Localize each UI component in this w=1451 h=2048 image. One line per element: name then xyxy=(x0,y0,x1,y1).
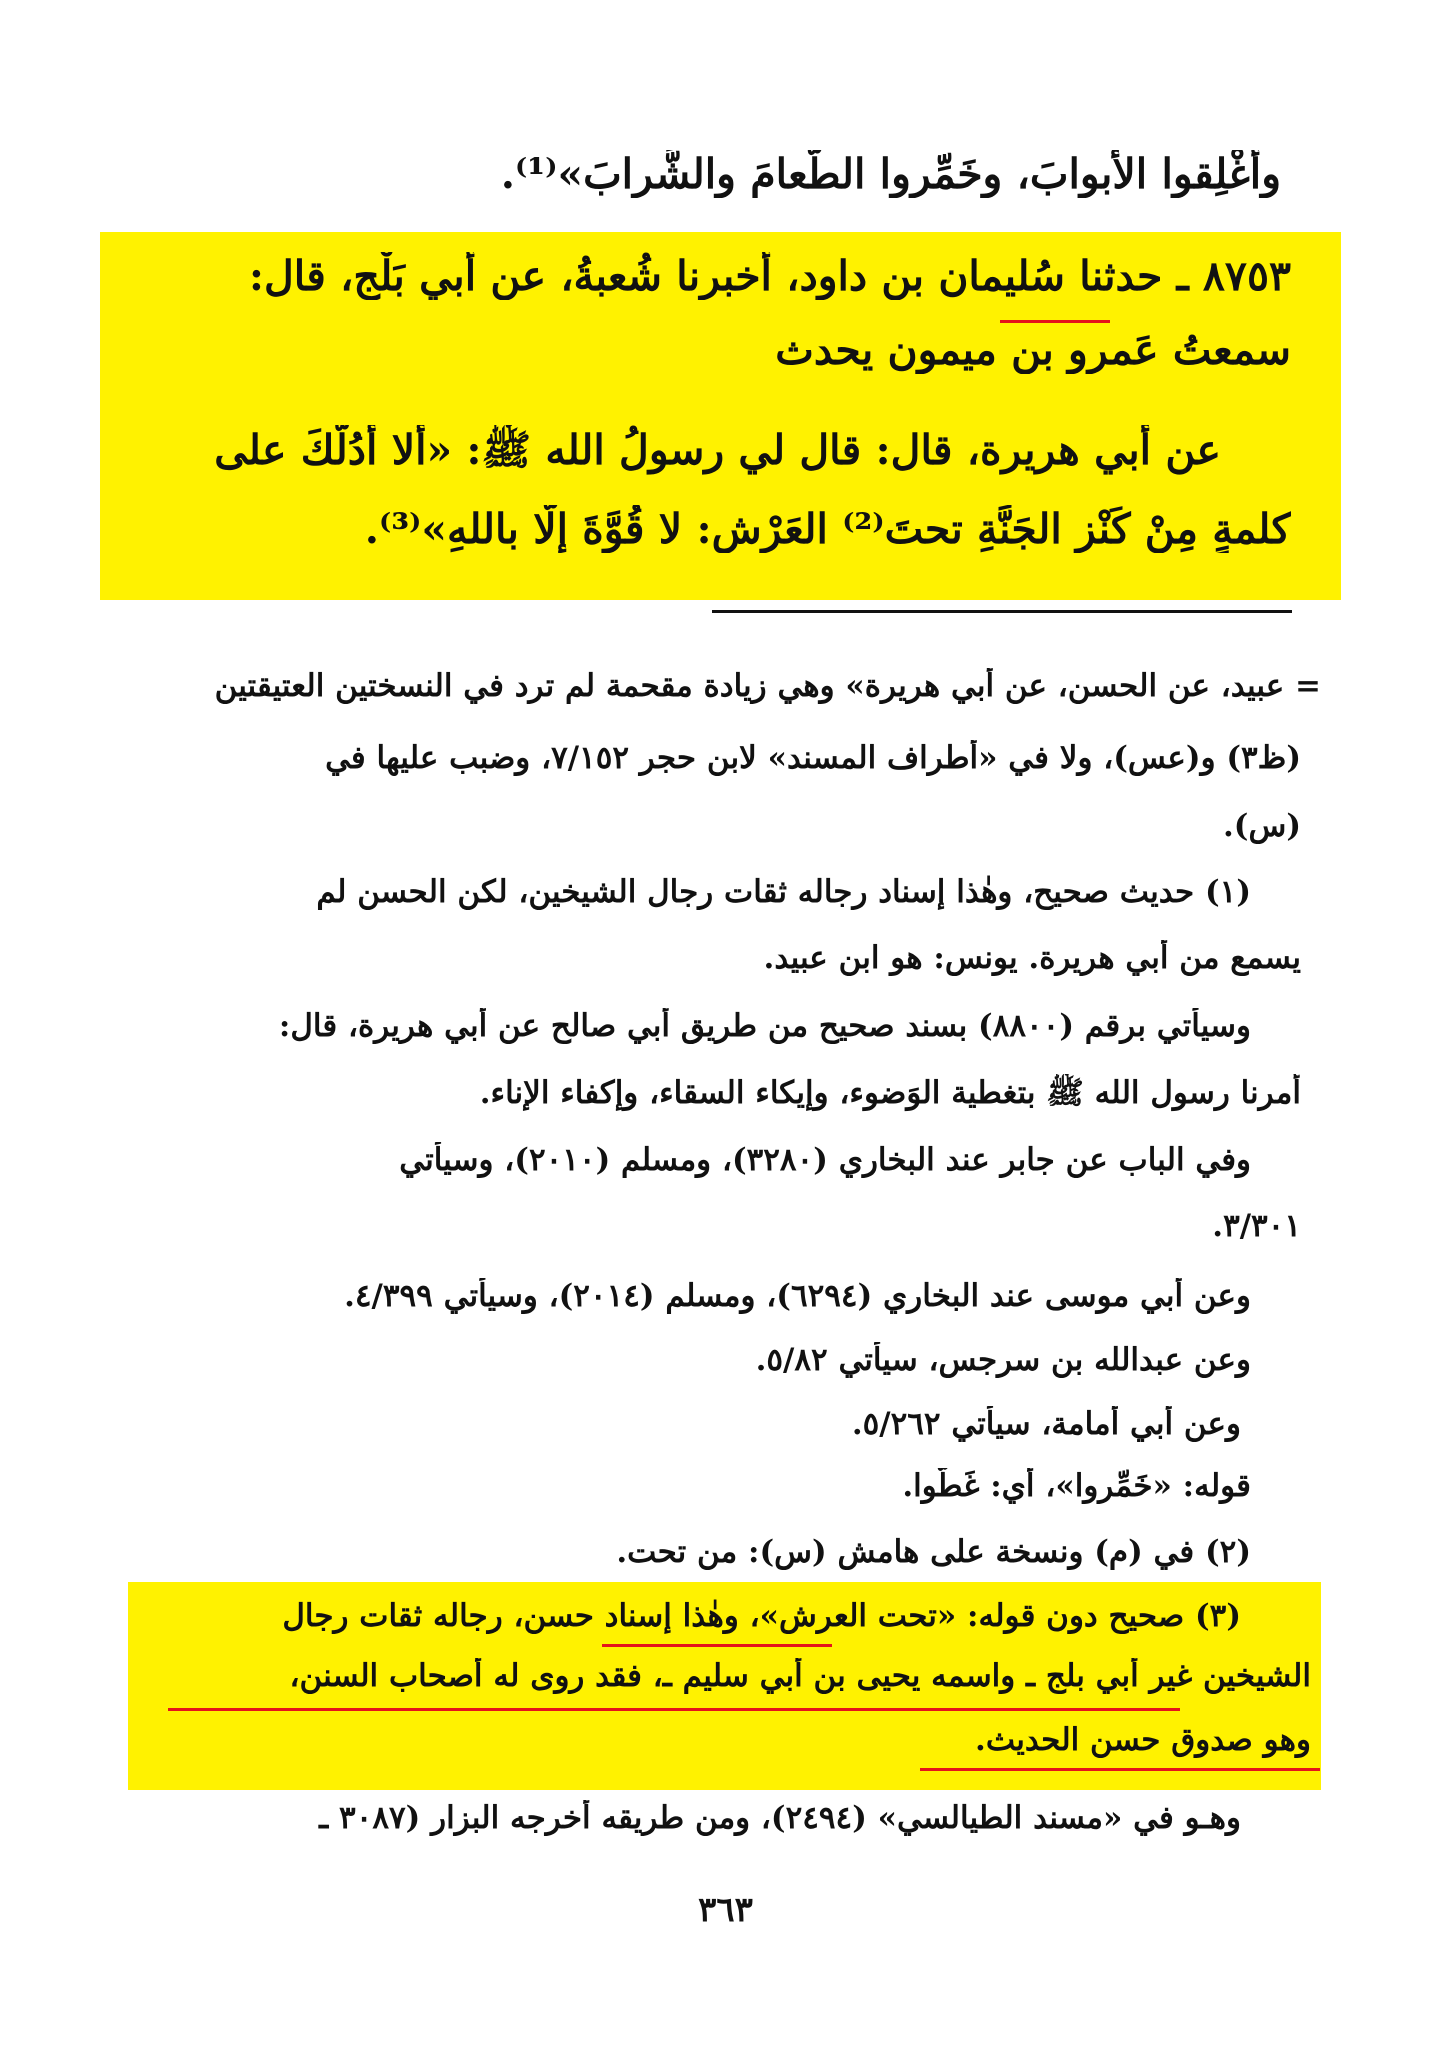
note-continuation-line-3: (س). xyxy=(1223,808,1301,844)
hadith-line-1: ٨٧٥٣ ـ حدثنا سُليمان بن داود، أخبرنا شُعبةُ، عن أبي بَلْجٍ، قال: xyxy=(248,252,1291,300)
note-1-line-7: وعن أبي موسى عند البخاري (٦٢٩٤)، ومسلم (٢٠١٤)، وسيأتي ٤/٣٩٩. xyxy=(344,1278,1251,1314)
note-1-line-9: وعن أبي أمامة، سيأتي ٥/٢٦٢. xyxy=(851,1406,1241,1442)
underline-saduq xyxy=(920,1768,1320,1771)
page-number: ٣٦٣ xyxy=(698,1890,753,1930)
hadith-line-4: كلمةٍ مِنْ كَنْزِ الجَنَّةِ تحتَ⁽²⁾ العَرْشِ: لا قُوَّةَ إلَّا باللهِ»⁽³⁾. xyxy=(364,505,1291,553)
note-3-line-2: الشيخين غير أبي بلج ـ واسمه يحيى بن أبي سليم ـ، فقد روى له أصحاب السنن، xyxy=(289,1658,1311,1694)
note-continuation-line-2: (ظ٣) و(عس)، ولا في «أطراف المسند» لابن حجر ٧/١٥٢، وضبب عليها في xyxy=(325,740,1301,776)
note-continuation-line-1: = عبيد، عن الحسن، عن أبي هريرة» وهي زيادة مقحمة لم ترد في النسختين العتيقتين xyxy=(214,668,1321,704)
note-1-line-8: وعن عبدالله بن سرجس، سيأتي ٥/٨٢. xyxy=(755,1342,1251,1378)
hadith-line-2: سمعتُ عَمرو بن ميمون يحدث xyxy=(775,326,1291,374)
note-1-line-2: يسمع من أبي هريرة. يونس: هو ابن عبيد. xyxy=(763,940,1301,976)
note-1-line-4: أمرنا رسول الله ﷺ بتغطية الوَضوء، وإيكاء السقاء، وإكفاء الإناء. xyxy=(479,1075,1301,1111)
note-1-line-5: وفي الباب عن جابر عند البخاري (٣٢٨٠)، ومسلم (٢٠١٠)، وسيأتي xyxy=(399,1142,1251,1178)
note-3-line-3: وهو صدوق حسن الحديث. xyxy=(975,1722,1311,1758)
note-3-line-4: وهـو في «مسند الطيالسي» (٢٤٩٤)، ومن طريقه أخرجه البزار (٣٠٨٧ ـ xyxy=(319,1800,1241,1836)
hadith-line-3: عن أبي هريرة، قال: قال لي رسولُ الله ﷺ: «ألا أَدُلُّكَ على xyxy=(214,426,1221,474)
footnote-separator xyxy=(712,610,1292,613)
note-1-line-6: ٣/٣٠١. xyxy=(1212,1208,1301,1244)
underline-abi-balj-sunan xyxy=(168,1708,1180,1711)
note-1-line-1: (١) حديث صحيح، وهٰذا إسناد رجاله ثقات رجال الشيخين، لكن الحسن لم xyxy=(316,874,1251,910)
note-3-line-1: (٣) صحيح دون قوله: «تحت العرش»، وهٰذا إسناد حسن، رجاله ثقات رجال xyxy=(282,1598,1241,1634)
underline-isnad-hasan xyxy=(602,1644,832,1647)
note-2-line-1: (٢) في (م) ونسخة على هامش (س): من تحت. xyxy=(616,1534,1251,1570)
top-text-line: وأغْلِقوا الأبوابَ، وخَمِّروا الطَّعامَ والشَّرابَ»⁽¹⁾. xyxy=(500,150,1281,198)
underline-abi-balj xyxy=(1000,320,1110,323)
note-1-line-3: وسيأتي برقم (٨٨٠٠) بسند صحيح من طريق أبي صالح عن أبي هريرة، قال: xyxy=(278,1008,1251,1044)
note-1-line-10: قوله: «خَمِّروا»، أي: غَطُّوا. xyxy=(902,1468,1251,1504)
